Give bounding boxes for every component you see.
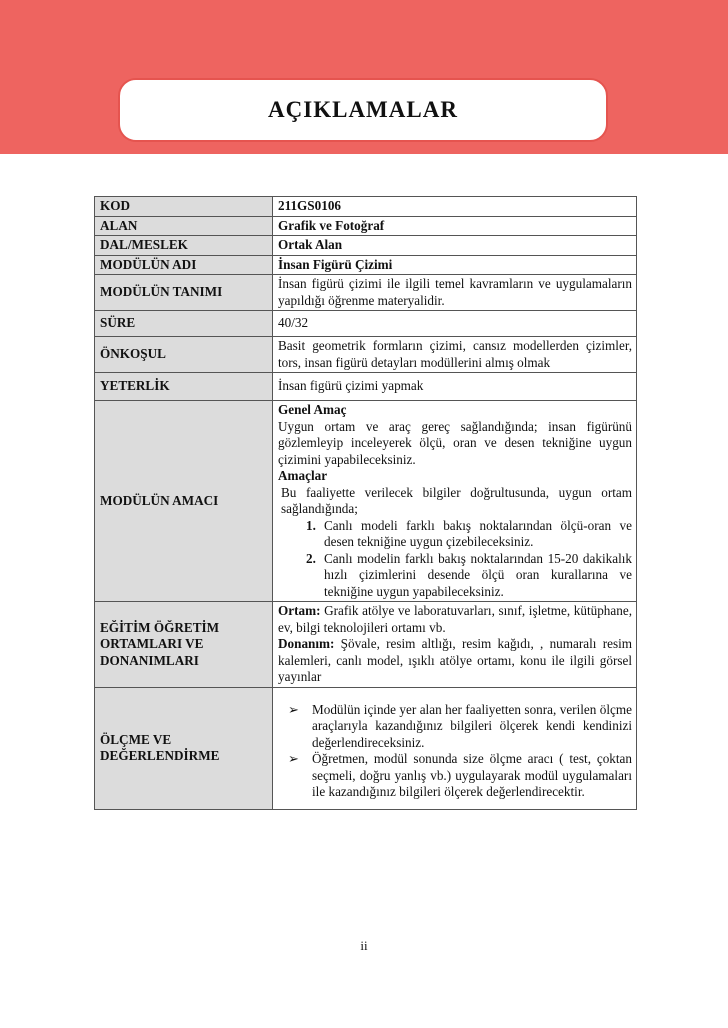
table-row-modul-adi [95, 255, 637, 275]
table-row-olcme [95, 687, 637, 809]
label-line: ÖLÇME VE [100, 731, 172, 747]
row-label [95, 602, 273, 688]
checkmark-arrow-icon: ➢ [288, 751, 299, 766]
row-value: İnsan Figürü Çizimi [273, 255, 637, 275]
module-info-table [94, 196, 637, 810]
title-box [118, 78, 608, 142]
ortam-text: Grafik atölye ve laboratuvarları, sınıf, işletme, kütüphane, ev, bilgi teknolojileri ortamı vb. [278, 603, 632, 635]
goal-text: Canlı modelin farklı bakış noktalarından 15-20 dakikalık hızlı çizimlerini desende ölçü oran kurallarına ve tekniğine uygun yapabileceksiniz. [324, 550, 632, 599]
table-row-sure [95, 311, 637, 337]
olcme-text: Modülün içinde yer alan her faaliyetten sonra, verilen ölçme araçlarıyla kazandığınız bilgileri ölçerek kendi kendinizi değerlendireceksiniz. [312, 701, 632, 750]
genel-amac-text: Uygun ortam ve araç gereç sağlandığında; insan figürünü gözlemleyip inceleyerek ölçü, oran ve desen tekniğine uygun çizimini yapabileceksiniz. [278, 418, 632, 467]
row-value: İnsan figürü çizimi yapmak [273, 373, 637, 401]
row-label: MODÜLÜN TANIMI [95, 275, 273, 311]
row-value-olcme [273, 687, 637, 809]
olcme-list [278, 702, 632, 801]
row-label: ALAN [95, 216, 273, 236]
row-label: KOD [95, 197, 273, 217]
goal-number: 1. [306, 517, 316, 533]
row-label: YETERLİK [95, 373, 273, 401]
row-value: İnsan figürü çizimi ile ilgili temel kavramların ve uygulamaların yapıldığı öğrenme materyalidir. [273, 275, 637, 311]
donanim-paragraph [278, 636, 632, 686]
goal-text: Canlı modeli farklı bakış noktalarından ölçü-oran ve desen tekniğine uygun çizebileceksiniz. [324, 517, 632, 549]
table-row-onkosul [95, 337, 637, 373]
table-row-amac [95, 401, 637, 602]
ortam-paragraph [278, 603, 632, 636]
table-row-dal [95, 236, 637, 256]
table-row-ortam [95, 602, 637, 688]
donanim-text: Şövale, resim altlığı, resim kağıdı, , numaralı resim kalemleri, canlı model, ışıklı atölye ortamı, konu ile ilgili görsel yayınlar [278, 636, 632, 684]
row-label: DAL/MESLEK [95, 236, 273, 256]
row-label: MODÜLÜN AMACI [95, 401, 273, 602]
list-item [288, 751, 632, 801]
table-row-yeterlik [95, 373, 637, 401]
row-value: Ortak Alan [273, 236, 637, 256]
list-item [306, 517, 632, 551]
row-label: ÖNKOŞUL [95, 337, 273, 373]
olcme-text: Öğretmen, modül sonunda size ölçme aracı ( test, çoktan seçmeli, doğru yanlış vb.) uygulayarak modül uygulamaları ile kazandığınız bilgileri ölçerek değerlendirecektir. [312, 751, 632, 799]
label-line: DEĞERLENDİRME [100, 748, 220, 763]
list-item [306, 550, 632, 601]
row-value: 40/32 [273, 311, 637, 337]
label-line: DONANIMLARI [100, 652, 199, 668]
amaclar-heading: Amaçlar [278, 468, 328, 483]
row-value-ortam [273, 602, 637, 688]
genel-amac-heading: Genel Amaç [278, 402, 347, 417]
table-row-alan [95, 216, 637, 236]
ortam-label: Ortam: [278, 603, 321, 618]
row-value-amac [273, 401, 637, 602]
goal-number: 2. [306, 550, 316, 566]
table-row-tanim [95, 275, 637, 311]
row-value: Basit geometrik formların çizimi, cansız modellerden çizimler, tors, insan figürü detayları modüllerini almış olmak [273, 337, 637, 373]
table-row-kod [95, 197, 637, 217]
donanim-label: Donanım: [278, 636, 335, 651]
amaclar-intro: Bu faaliyette verilecek bilgiler doğrultusunda, uygun ortam sağlandığında; [281, 484, 632, 516]
row-value: 211GS0106 [273, 197, 637, 217]
checkmark-arrow-icon: ➢ [288, 701, 299, 717]
row-label: MODÜLÜN ADI [95, 255, 273, 275]
page-title: AÇIKLAMALAR [268, 97, 458, 122]
label-line: ORTAMLARI VE [100, 636, 204, 651]
row-label [95, 687, 273, 809]
goals-list [278, 518, 632, 601]
row-value: Grafik ve Fotoğraf [273, 216, 637, 236]
row-label: SÜRE [95, 311, 273, 337]
label-line: EĞİTİM ÖĞRETİM [100, 619, 220, 635]
page-number: ii [360, 938, 368, 953]
list-item [288, 701, 632, 752]
